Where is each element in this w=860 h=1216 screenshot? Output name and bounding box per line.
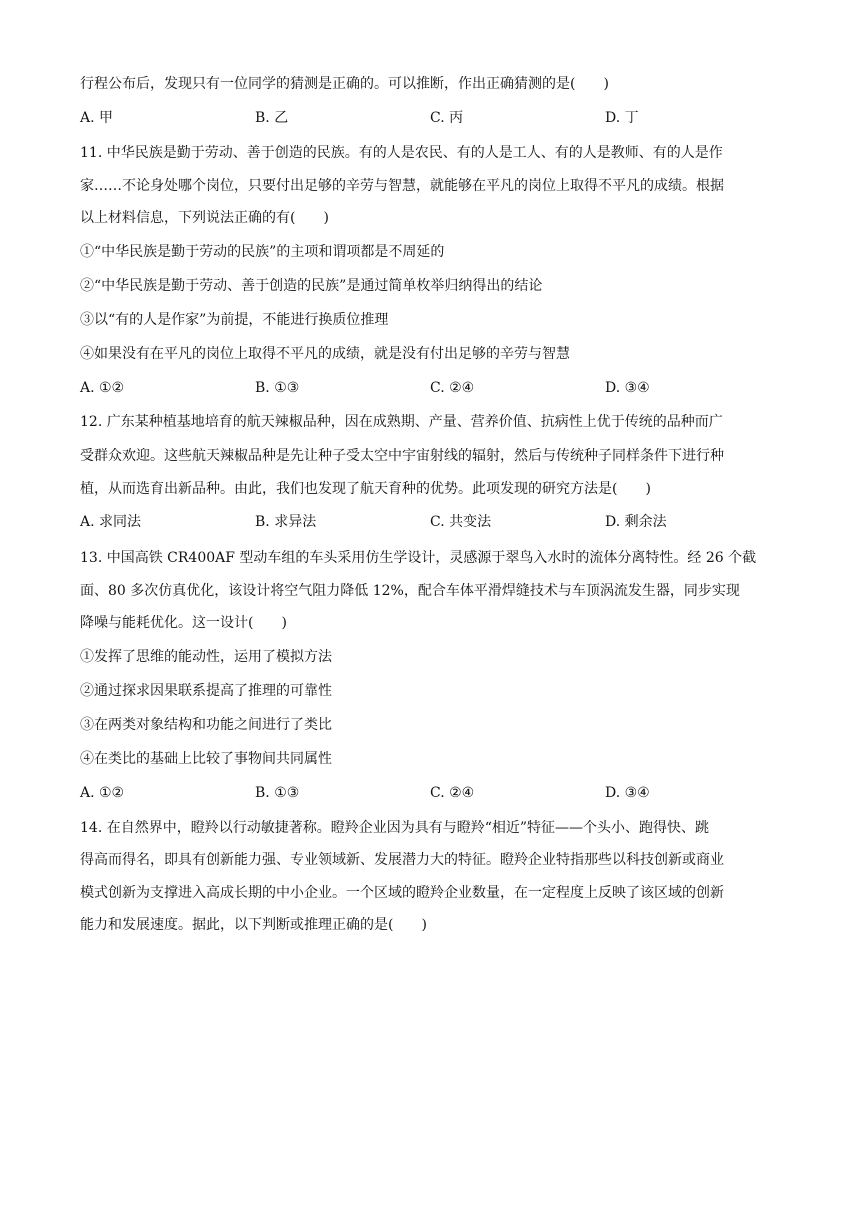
- q11-option-b[interactable]: B. ①③: [255, 380, 300, 396]
- q10-option-a[interactable]: A. 甲: [80, 110, 114, 126]
- q11-option-c[interactable]: C. ②④: [430, 380, 475, 396]
- q12-option-d[interactable]: D. 剩余法: [605, 514, 667, 530]
- q11-statement-3: ③以“有的人是作家”为前提，不能进行换质位推理: [80, 312, 389, 328]
- q14-stem-line: 模式创新为支撑进入高成长期的中小企业。一个区域的瞪羚企业数量，在一定程度上反映了该区域的创新: [80, 885, 724, 901]
- q13-option-d[interactable]: D. ③④: [605, 785, 650, 801]
- q13-option-b[interactable]: B. ①③: [255, 785, 300, 801]
- q12-stem-line: 12. 广东某种植基地培育的航天辣椒品种，因在成熟期、产量、营养价值、抗病性上优于传统的品种而广: [80, 414, 723, 430]
- q12-option-a[interactable]: A. 求同法: [80, 514, 142, 530]
- q11-stem-line: 11. 中华民族是勤于劳动、善于创造的民族。有的人是农民、有的人是工人、有的人是教师、有的人是作: [80, 145, 723, 161]
- q11-option-a[interactable]: A. ①②: [80, 380, 125, 396]
- q11-stem-line: 以上材料信息，下列说法正确的有( ): [80, 210, 329, 226]
- q12-options: [80, 512, 780, 532]
- q13-options: [80, 783, 780, 803]
- q12-option-c[interactable]: C. 共变法: [430, 514, 492, 530]
- q11-options: [80, 378, 780, 398]
- q13-stem-line: 13. 中国高铁 CR400AF 型动车组的车头采用仿生学设计，灵感源于翠鸟入水时的流体分离特性。经 26 个截: [80, 550, 757, 566]
- q14-stem-line: 得高而得名，即具有创新能力强、专业领域新、发展潜力大的特征。瞪羚企业特指那些以科技创新或商业: [80, 852, 724, 868]
- q12-stem-line: 受群众欢迎。这些航天辣椒品种是先让种子受太空中宇宙射线的辐射，然后与传统种子同样条件下进行种: [80, 448, 724, 464]
- q12-stem-line: 植，从而选育出新品种。由此，我们也发现了航天育种的优势。此项发现的研究方法是( ): [80, 481, 651, 497]
- q10-option-d[interactable]: D. 丁: [605, 110, 639, 126]
- q11-statement-4: ④如果没有在平凡的岗位上取得不平凡的成绩，就是没有付出足够的辛劳与智慧: [80, 346, 570, 362]
- q10-options: [80, 108, 780, 128]
- q14-stem-line: 14. 在自然界中，瞪羚以行动敏捷著称。瞪羚企业因为具有与瞪羚“相近”特征——个头小、跑得快、跳: [80, 820, 710, 836]
- q14-stem-line: 能力和发展速度。据此，以下判断或推理正确的是( ): [80, 917, 427, 933]
- q13-statement-2: ②通过探求因果联系提高了推理的可靠性: [80, 683, 332, 699]
- q12-option-b[interactable]: B. 求异法: [255, 514, 317, 530]
- q13-option-a[interactable]: A. ①②: [80, 785, 125, 801]
- q13-option-c[interactable]: C. ②④: [430, 785, 475, 801]
- q13-statement-3: ③在两类对象结构和功能之间进行了类比: [80, 717, 332, 733]
- q13-stem-line: 面、80 多次仿真优化，该设计将空气阻力降低 12%，配合车体平滑焊缝技术与车顶涡流发生器，同步实现: [80, 583, 740, 599]
- q11-option-d[interactable]: D. ③④: [605, 380, 650, 396]
- q10-option-c[interactable]: C. 丙: [430, 110, 464, 126]
- q11-statement-2: ②“中华民族是勤于劳动、善于创造的民族”是通过简单枚举归纳得出的结论: [80, 278, 543, 294]
- q10-stem-tail: 行程公布后，发现只有一位同学的猜测是正确的。可以推断，作出正确猜测的是( ): [80, 76, 609, 92]
- q10-option-b[interactable]: B. 乙: [255, 110, 289, 126]
- q13-statement-4: ④在类比的基础上比较了事物间共同属性: [80, 751, 332, 767]
- q13-statement-1: ①发挥了思维的能动性，运用了模拟方法: [80, 649, 332, 665]
- q11-stem-line: 家……不论身处哪个岗位，只要付出足够的辛劳与智慧，就能够在平凡的岗位上取得不平凡的成绩。根据: [80, 178, 724, 194]
- q11-statement-1: ①“中华民族是勤于劳动的民族”的主项和谓项都是不周延的: [80, 244, 445, 260]
- q13-stem-line: 降噪与能耗优化。这一设计( ): [80, 615, 287, 631]
